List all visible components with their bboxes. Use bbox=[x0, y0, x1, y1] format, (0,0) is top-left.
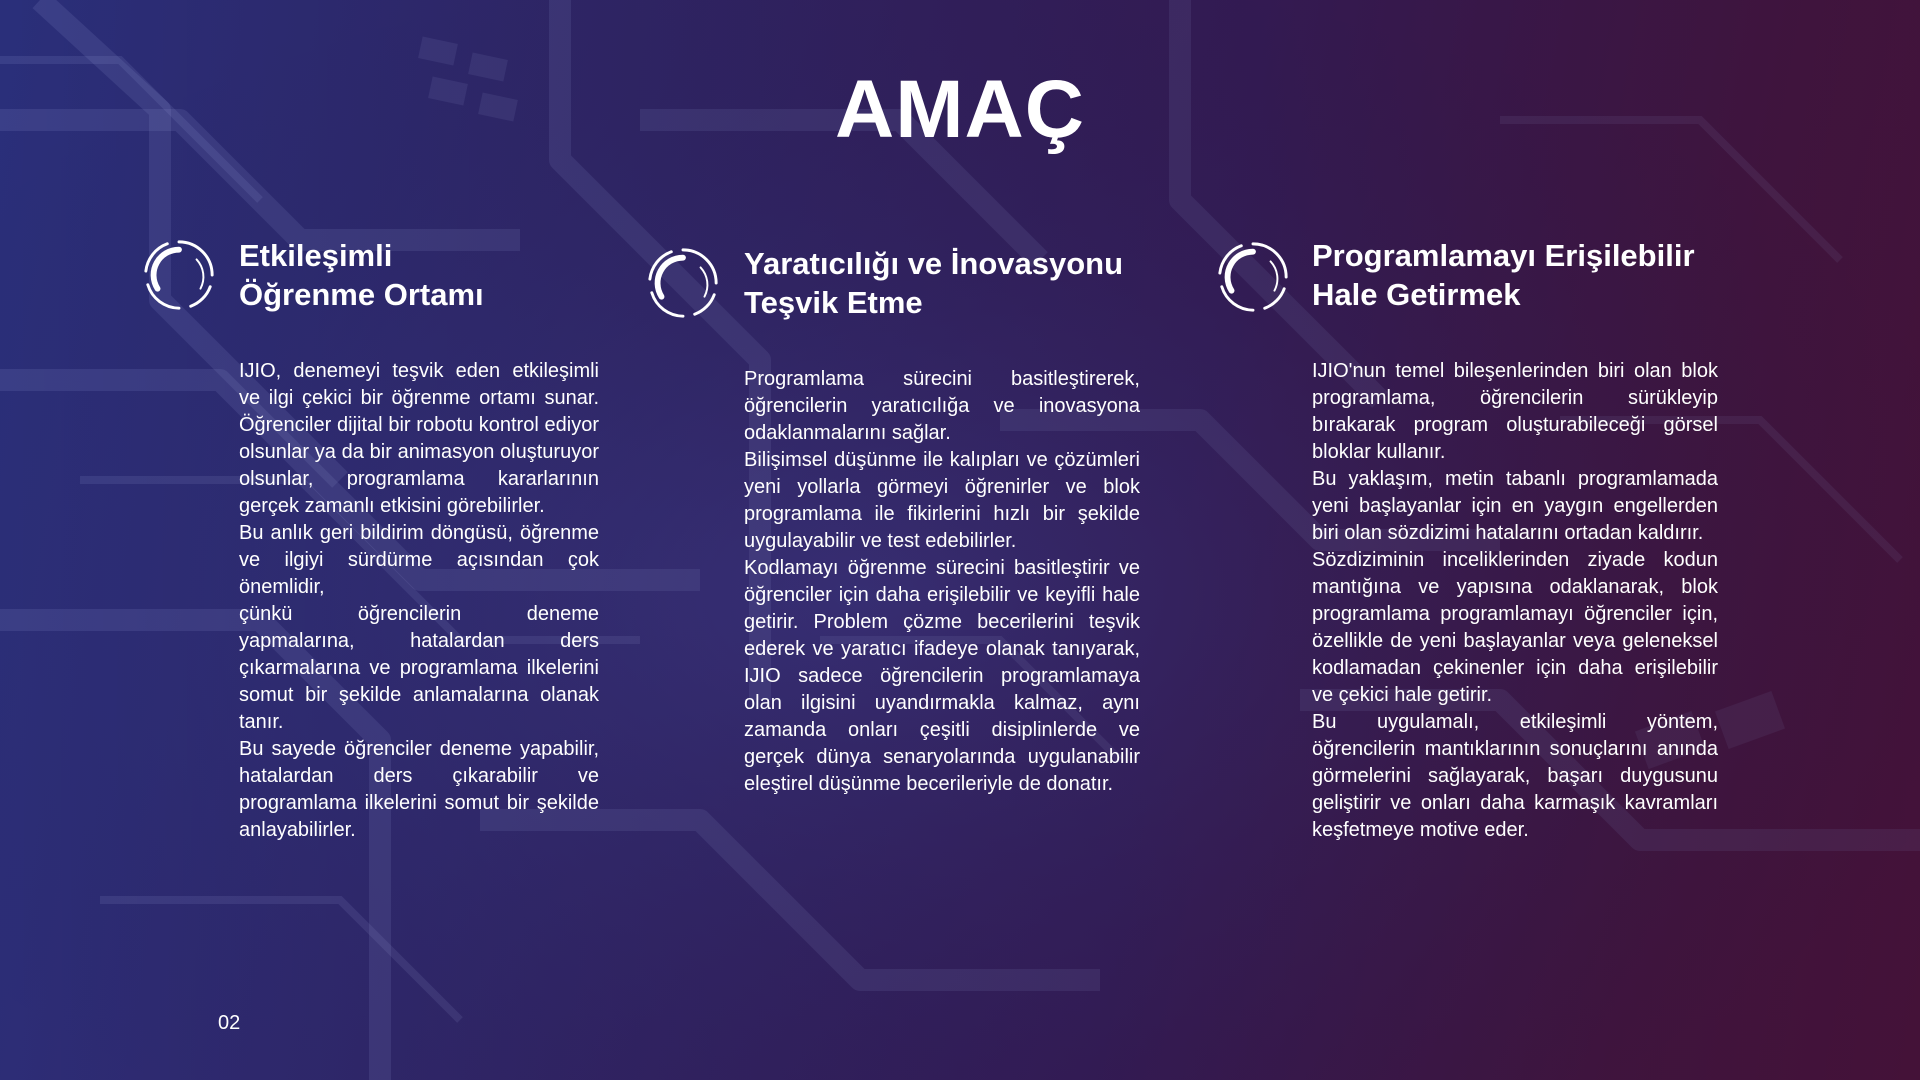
column-heading-line2: Hale Getirmek bbox=[1312, 277, 1521, 312]
column-paragraph: Bu yaklaşım, metin tabanlı programlamada yeni başlayanlar için en yaygın engellerden biri olan sözdizimi hatalarını ortadan kaldırır. bbox=[1312, 468, 1718, 544]
column-paragraph: Sözdiziminin inceliklerinden ziyade kodun mantığına ve yapısına odaklanarak, blok programlama programlamayı öğrenciler için, özellikle de yeni başlayanlar veya geleneksel kodlamadan çekinenler için daha erişilebilir ve çekici hale getirir. bbox=[1312, 549, 1718, 706]
page-number: 02 bbox=[218, 1012, 241, 1034]
broken-ring-icon bbox=[644, 244, 722, 322]
column-paragraph: IJIO'nun temel bileşenlerinden biri olan blok programlama, öğrencilerin sürükleyip bırakarak program oluşturabileceği görsel bloklar kullanır. bbox=[1312, 360, 1718, 463]
column-heading-line2: Öğrenme Ortamı bbox=[239, 277, 484, 312]
broken-ring-icon bbox=[1214, 238, 1292, 316]
column-creativity-innovation bbox=[640, 244, 1160, 944]
column-heading-line2: Teşvik Etme bbox=[744, 285, 923, 320]
column-heading-line1: Etkileşimli bbox=[239, 238, 393, 273]
column-paragraph: IJIO, denemeyi teşvik eden etkileşimli ve ilgi çekici bir öğrenme ortamı sunar. Öğrenciler dijital bir robotu kontrol ediyor olsunlar ya da bir animasyon oluşturuyor olsunlar, programlama kararlarının gerçek zamanlı etkisini görebilirler. bbox=[239, 360, 599, 517]
column-paragraph: Programlama sürecini basitleştirerek, öğrencilerin yaratıcılığa ve inovasyona odaklanmalarını sağlar. bbox=[744, 368, 1140, 444]
column-body bbox=[239, 358, 599, 844]
column-paragraph: Bilişimsel düşünme ile kalıpları ve çözümleri yeni yollarla görmeyi öğrenirler ve blok programlama ile fikirlerini hızlı bir şekilde uygulayabilir ve test edebilirler. bbox=[744, 449, 1140, 552]
column-paragraph: Kodlamayı öğrenme sürecini basitleştirir ve öğrenciler için daha erişilebilir ve keyifli hale getirir. Problem çözme becerilerini teşvik ederek ve yaratıcı ifadeye olanak tanıyarak, IJIO sadece öğrencilerin programlamaya olan ilgisini uyandırmakla kalmaz, aynı zamanda onları çeşitli disiplinlerde ve gerçek dünya senaryolarında uygulanabilir eleştirel düşünme becerileriyle de donatır. bbox=[744, 557, 1140, 795]
column-heading bbox=[1312, 236, 1695, 314]
column-accessible-programming bbox=[1214, 236, 1734, 976]
column-heading-line1: Yaratıcılığı ve İnovasyonu bbox=[744, 246, 1124, 281]
column-body bbox=[744, 366, 1140, 798]
column-heading-line1: Programlamayı Erişilebilir bbox=[1312, 238, 1695, 273]
column-heading bbox=[744, 244, 1123, 322]
slide-title: AMAÇ bbox=[835, 64, 1085, 155]
column-paragraph: Bu sayede öğrenciler deneme yapabilir, hatalardan ders çıkarabilir ve programlama ilkelerini somut bir şekilde anlayabilirler. bbox=[239, 738, 599, 841]
column-paragraph: Bu anlık geri bildirim döngüsü, öğrenme ve ilgiyi sürdürme açısından çok önemlidir, bbox=[239, 522, 599, 598]
column-paragraph: Bu uygulamalı, etkileşimli yöntem, öğrencilerin mantıklarının sonuçlarını anında görmelerini sağlayarak, başarı duygusunu geliştirir ve onları daha karmaşık kavramları keşfetmeye motive eder. bbox=[1312, 711, 1718, 841]
column-heading bbox=[239, 236, 484, 314]
broken-ring-icon bbox=[140, 236, 218, 314]
column-body bbox=[1312, 358, 1718, 844]
column-paragraph: çünkü öğrencilerin deneme yapmalarına, hatalardan ders çıkarmalarına ve programlama ilkelerini somut bir şekilde anlamalarına olanak tanır. bbox=[239, 603, 599, 733]
column-interactive-learning bbox=[140, 236, 610, 936]
